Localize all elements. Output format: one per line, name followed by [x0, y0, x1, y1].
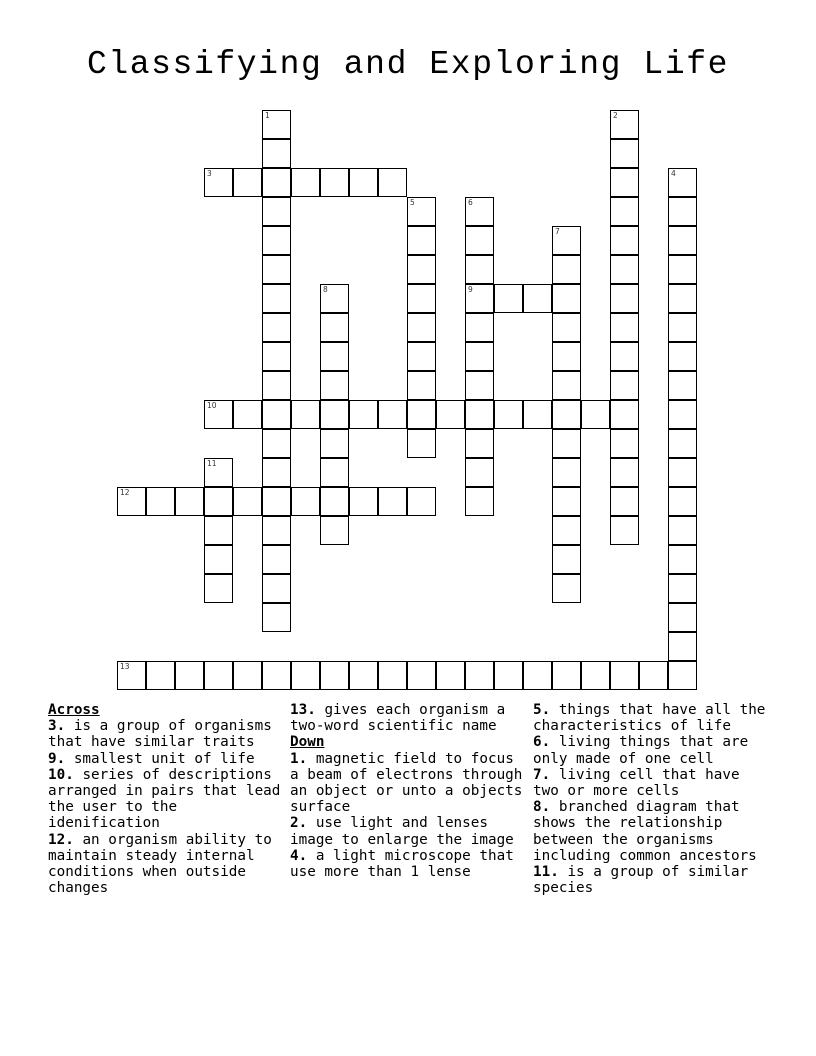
crossword-cell[interactable]	[320, 487, 349, 516]
crossword-cell[interactable]	[610, 197, 639, 226]
clues-column-1	[48, 702, 286, 896]
crossword-cell[interactable]	[262, 400, 291, 429]
crossword-cell[interactable]	[610, 110, 639, 139]
crossword-cell[interactable]	[320, 429, 349, 458]
crossword-cell[interactable]	[465, 342, 494, 371]
crossword-cell[interactable]	[610, 516, 639, 545]
crossword-cell[interactable]	[465, 255, 494, 284]
clue-down-5	[533, 702, 773, 734]
crossword-cell[interactable]	[581, 661, 610, 690]
cell-number: 8	[323, 285, 328, 294]
crossword-cell[interactable]	[668, 574, 697, 603]
clue-across-13	[290, 702, 528, 734]
clue-number: 3.	[48, 718, 66, 735]
clue-across-12	[48, 832, 286, 897]
crossword-cell[interactable]	[378, 168, 407, 197]
crossword-cell[interactable]	[204, 487, 233, 516]
crossword-cell[interactable]	[610, 371, 639, 400]
crossword-cell[interactable]	[465, 284, 494, 313]
crossword-cell[interactable]	[465, 313, 494, 342]
crossword-cell[interactable]	[262, 255, 291, 284]
crossword-cell[interactable]	[291, 168, 320, 197]
clues-column-2	[290, 702, 528, 880]
crossword-cell[interactable]	[262, 661, 291, 690]
crossword-cell[interactable]	[262, 574, 291, 603]
crossword-cell[interactable]	[262, 284, 291, 313]
crossword-cell[interactable]	[349, 400, 378, 429]
crossword-cell[interactable]	[407, 371, 436, 400]
crossword-cell[interactable]	[552, 661, 581, 690]
crossword-cell[interactable]	[204, 574, 233, 603]
crossword-cell[interactable]	[552, 545, 581, 574]
across-heading: Across	[48, 702, 100, 718]
crossword-cell[interactable]	[639, 661, 668, 690]
clue-down-11	[533, 864, 773, 896]
crossword-cell[interactable]	[320, 371, 349, 400]
crossword-cell[interactable]	[552, 313, 581, 342]
crossword-cell[interactable]	[668, 429, 697, 458]
cell-number: 7	[555, 227, 560, 236]
crossword-cell[interactable]	[262, 545, 291, 574]
crossword-cell[interactable]	[668, 487, 697, 516]
crossword-cell[interactable]	[262, 342, 291, 371]
crossword-cell[interactable]	[262, 603, 291, 632]
cell-number: 3	[207, 169, 212, 178]
crossword-cell[interactable]	[610, 429, 639, 458]
crossword-cell[interactable]	[204, 545, 233, 574]
crossword-cell[interactable]	[523, 284, 552, 313]
crossword-cell[interactable]	[494, 661, 523, 690]
clue-text: smallest unit of life	[73, 750, 255, 767]
clues-column-3	[533, 702, 773, 896]
crossword-cell[interactable]	[407, 429, 436, 458]
crossword-cell[interactable]	[465, 400, 494, 429]
crossword-cell[interactable]	[494, 400, 523, 429]
crossword-cell[interactable]	[523, 661, 552, 690]
crossword-cell[interactable]	[175, 661, 204, 690]
crossword-cell[interactable]	[610, 139, 639, 168]
crossword-cell[interactable]	[552, 487, 581, 516]
clue-number: 4.	[290, 847, 308, 864]
crossword-cell[interactable]	[320, 342, 349, 371]
clue-number: 13.	[290, 702, 316, 718]
crossword-cell[interactable]	[262, 139, 291, 168]
clue-number: 2.	[290, 815, 308, 832]
crossword-cell[interactable]	[407, 487, 436, 516]
crossword-cell[interactable]	[407, 284, 436, 313]
crossword-cell[interactable]	[465, 197, 494, 226]
clue-text: a light microscope that use more than 1 lense	[290, 847, 514, 881]
crossword-cell[interactable]	[494, 284, 523, 313]
crossword-cell[interactable]	[320, 516, 349, 545]
crossword-cell[interactable]	[552, 255, 581, 284]
cell-number: 2	[613, 111, 618, 120]
crossword-cell[interactable]	[668, 255, 697, 284]
crossword-cell[interactable]	[610, 168, 639, 197]
crossword-cell[interactable]	[610, 400, 639, 429]
crossword-cell[interactable]	[407, 226, 436, 255]
clue-text: is a group of organisms that have similar traits	[48, 718, 272, 751]
cell-number: 10	[207, 401, 217, 410]
crossword-cell[interactable]	[349, 168, 378, 197]
crossword-cell[interactable]	[552, 429, 581, 458]
clue-down-2	[290, 815, 528, 847]
crossword-cell[interactable]	[668, 400, 697, 429]
clue-text: gives each organism a two-word scientific name	[290, 702, 506, 735]
crossword-cell[interactable]	[407, 400, 436, 429]
clue-down-7	[533, 767, 773, 799]
clue-text: branched diagram that shows the relationship between the organisms including common ancestors	[533, 799, 757, 864]
crossword-cell[interactable]	[465, 661, 494, 690]
clue-number: 1.	[290, 750, 308, 767]
clue-number: 9.	[48, 750, 66, 767]
crossword-cell[interactable]	[668, 284, 697, 313]
clue-down-1	[290, 751, 528, 816]
crossword-cell[interactable]	[146, 487, 175, 516]
crossword-cell[interactable]	[465, 371, 494, 400]
crossword-cell[interactable]	[262, 458, 291, 487]
crossword-cell[interactable]	[668, 168, 697, 197]
clue-text: living things that are only made of one cell	[533, 734, 749, 767]
crossword-cell[interactable]	[668, 516, 697, 545]
crossword-cell[interactable]	[407, 255, 436, 284]
crossword-cell[interactable]	[262, 371, 291, 400]
crossword-cell[interactable]	[233, 487, 262, 516]
crossword-cell[interactable]	[465, 429, 494, 458]
crossword-cell[interactable]	[262, 313, 291, 342]
clue-text: magnetic field to focus a beam of electrons through an object or unto a objects surface	[290, 750, 523, 816]
crossword-cell[interactable]	[407, 313, 436, 342]
crossword-cell[interactable]	[204, 661, 233, 690]
crossword-cell[interactable]	[175, 487, 204, 516]
crossword-cell[interactable]	[610, 313, 639, 342]
crossword-cell[interactable]	[465, 226, 494, 255]
crossword-cell[interactable]	[668, 632, 697, 661]
crossword-cell[interactable]	[349, 487, 378, 516]
crossword-cell[interactable]	[436, 400, 465, 429]
crossword-cell[interactable]	[407, 197, 436, 226]
crossword-cell[interactable]	[320, 400, 349, 429]
crossword-cell[interactable]	[233, 168, 262, 197]
crossword-cell[interactable]	[668, 197, 697, 226]
crossword-cell[interactable]	[465, 487, 494, 516]
crossword-cell[interactable]	[668, 603, 697, 632]
crossword-cell[interactable]	[668, 661, 697, 690]
clue-number: 6.	[533, 734, 551, 751]
crossword-cell[interactable]	[262, 487, 291, 516]
crossword-cell[interactable]	[668, 342, 697, 371]
crossword-cell[interactable]	[320, 458, 349, 487]
crossword-cell[interactable]	[233, 661, 262, 690]
crossword-cell[interactable]	[436, 661, 465, 690]
crossword-cell[interactable]	[552, 516, 581, 545]
clue-down-8	[533, 799, 773, 864]
clue-down-4	[290, 848, 528, 880]
clue-text: series of descriptions arranged in pairs that lead the user to the idenification	[48, 766, 281, 832]
crossword-cell[interactable]	[320, 284, 349, 313]
crossword-cell[interactable]	[146, 661, 175, 690]
page-title: Classifying and Exploring Life	[86, 46, 730, 83]
crossword-cell[interactable]	[668, 371, 697, 400]
crossword-cell[interactable]	[581, 400, 610, 429]
crossword-cell[interactable]	[552, 574, 581, 603]
cell-number: 9	[468, 285, 473, 294]
clue-number: 10.	[48, 766, 74, 783]
clue-text: an organism ability to maintain steady internal conditions when outside changes	[48, 831, 272, 897]
cell-number: 13	[120, 662, 130, 671]
crossword-cell[interactable]	[610, 487, 639, 516]
crossword-cell[interactable]	[523, 400, 552, 429]
crossword-cell[interactable]	[552, 226, 581, 255]
crossword-cell[interactable]	[291, 400, 320, 429]
crossword-cell[interactable]	[349, 661, 378, 690]
crossword-cell[interactable]	[668, 545, 697, 574]
clue-number: 8.	[533, 799, 551, 816]
crossword-cell[interactable]	[320, 661, 349, 690]
crossword-cell[interactable]	[610, 458, 639, 487]
clue-number: 7.	[533, 766, 551, 783]
crossword-cell[interactable]	[204, 458, 233, 487]
clue-across-10	[48, 767, 286, 832]
clue-number: 5.	[533, 702, 551, 718]
crossword-cell[interactable]	[291, 487, 320, 516]
crossword-cell[interactable]	[291, 661, 320, 690]
crossword-cell[interactable]	[117, 487, 146, 516]
clue-text: living cell that have two or more cells	[533, 766, 740, 800]
down-heading: Down	[290, 734, 325, 751]
crossword-cell[interactable]	[117, 661, 146, 690]
clue-across-9	[48, 751, 286, 767]
crossword-cell[interactable]	[262, 516, 291, 545]
crossword-cell[interactable]	[552, 342, 581, 371]
crossword-cell[interactable]	[378, 400, 407, 429]
crossword-cell[interactable]	[552, 284, 581, 313]
crossword-cell[interactable]	[552, 458, 581, 487]
crossword-cell[interactable]	[204, 400, 233, 429]
crossword-cell[interactable]	[262, 168, 291, 197]
crossword-cell[interactable]	[610, 661, 639, 690]
crossword-cell[interactable]	[320, 313, 349, 342]
crossword-cell[interactable]	[552, 371, 581, 400]
crossword-cell[interactable]	[262, 197, 291, 226]
crossword-cell[interactable]	[610, 255, 639, 284]
clue-text: things that have all the characteristics of life	[533, 702, 766, 735]
crossword-cell[interactable]	[668, 226, 697, 255]
crossword-cell[interactable]	[668, 313, 697, 342]
clue-text: is a group of similar species	[533, 864, 749, 897]
cell-number: 4	[671, 169, 676, 178]
clue-number: 11.	[533, 864, 559, 881]
crossword-cell[interactable]	[262, 226, 291, 255]
crossword-cell[interactable]	[407, 342, 436, 371]
crossword-cell[interactable]	[262, 110, 291, 139]
crossword-cell[interactable]	[610, 342, 639, 371]
crossword-cell[interactable]	[262, 429, 291, 458]
cell-number: 12	[120, 488, 130, 497]
crossword-cell[interactable]	[407, 661, 436, 690]
clue-number: 12.	[48, 831, 74, 848]
cell-number: 11	[207, 459, 217, 468]
clue-text: use light and lenses image to enlarge the image	[290, 815, 514, 848]
crossword-cell[interactable]	[610, 284, 639, 313]
crossword-cell[interactable]	[320, 168, 349, 197]
cell-number: 5	[410, 198, 415, 207]
clue-down-6	[533, 734, 773, 766]
crossword-cell[interactable]	[465, 458, 494, 487]
crossword-cell[interactable]	[610, 226, 639, 255]
crossword-cell[interactable]	[552, 400, 581, 429]
clue-across-3	[48, 718, 286, 750]
crossword-cell[interactable]	[668, 458, 697, 487]
cell-number: 6	[468, 198, 473, 207]
crossword-cell[interactable]	[233, 400, 262, 429]
crossword-cell[interactable]	[378, 661, 407, 690]
cell-number: 1	[265, 111, 270, 120]
crossword-cell[interactable]	[204, 168, 233, 197]
crossword-cell[interactable]	[378, 487, 407, 516]
crossword-cell[interactable]	[204, 516, 233, 545]
